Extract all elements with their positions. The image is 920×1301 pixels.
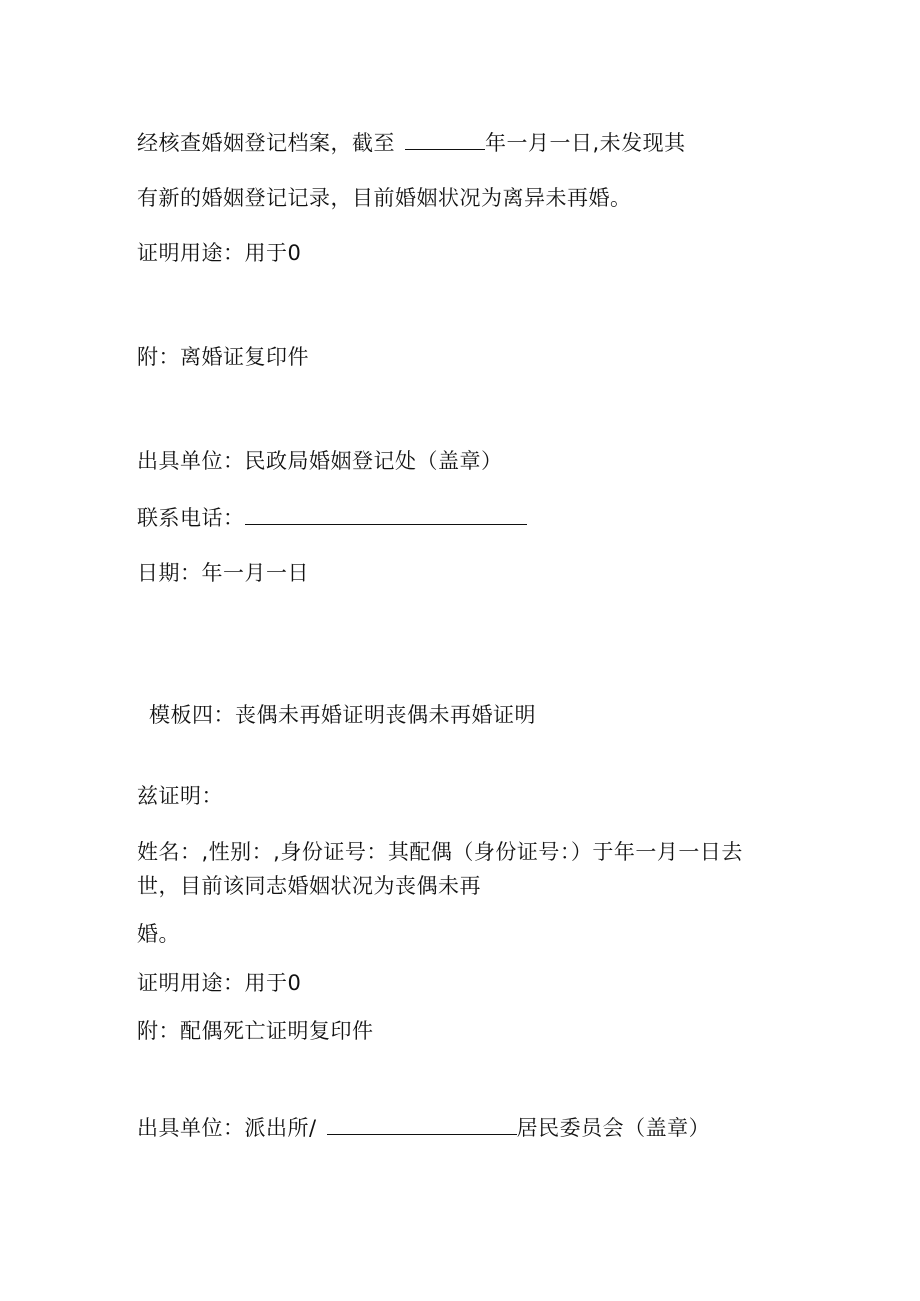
body-line-3: 婚。 (137, 922, 180, 946)
phone-blank (245, 504, 527, 525)
archive-check-line (137, 128, 686, 158)
issuer-label-2: 出具单位：派出所/ (137, 1116, 317, 1140)
body-line-1: 姓名：,性别：,身份证号：其配偶（身份证号：）于年一月一日去 (137, 840, 743, 864)
marital-status-line: 有新的婚姻登记记录，目前婚姻状况为离异未再婚。 (137, 186, 632, 210)
template-four-title: 模板四：丧偶未再婚证明丧偶未再婚证明 (149, 703, 536, 727)
community-blank (327, 1114, 517, 1135)
purpose-line-2: 证明用途：用于0 (137, 971, 302, 995)
issuer-line: 出具单位：民政局婚姻登记处（盖章） (137, 449, 503, 473)
phone-label: 联系电话： (137, 506, 245, 530)
date-line: 日期：年一月一日 (137, 561, 309, 585)
certify-intro: 兹证明： (137, 784, 223, 808)
purpose-line: 证明用途：用于0 (137, 241, 302, 265)
year-blank (405, 129, 485, 150)
archive-check-text: 经核查婚姻登记档案，截至 (137, 131, 395, 155)
body-line-2: 世，目前该同志婚姻状况为丧偶未再 (137, 874, 481, 898)
issuer-line-2 (137, 1113, 710, 1143)
phone-line (137, 503, 527, 533)
attachment-line-2: 附：配偶死亡证明复印件 (137, 1019, 374, 1043)
attachment-line: 附：离婚证复印件 (137, 345, 309, 369)
issuer-suffix-2: 居民委员会（盖章） (516, 1116, 711, 1140)
archive-date-text: 年一月一日,未发现其 (485, 131, 686, 155)
